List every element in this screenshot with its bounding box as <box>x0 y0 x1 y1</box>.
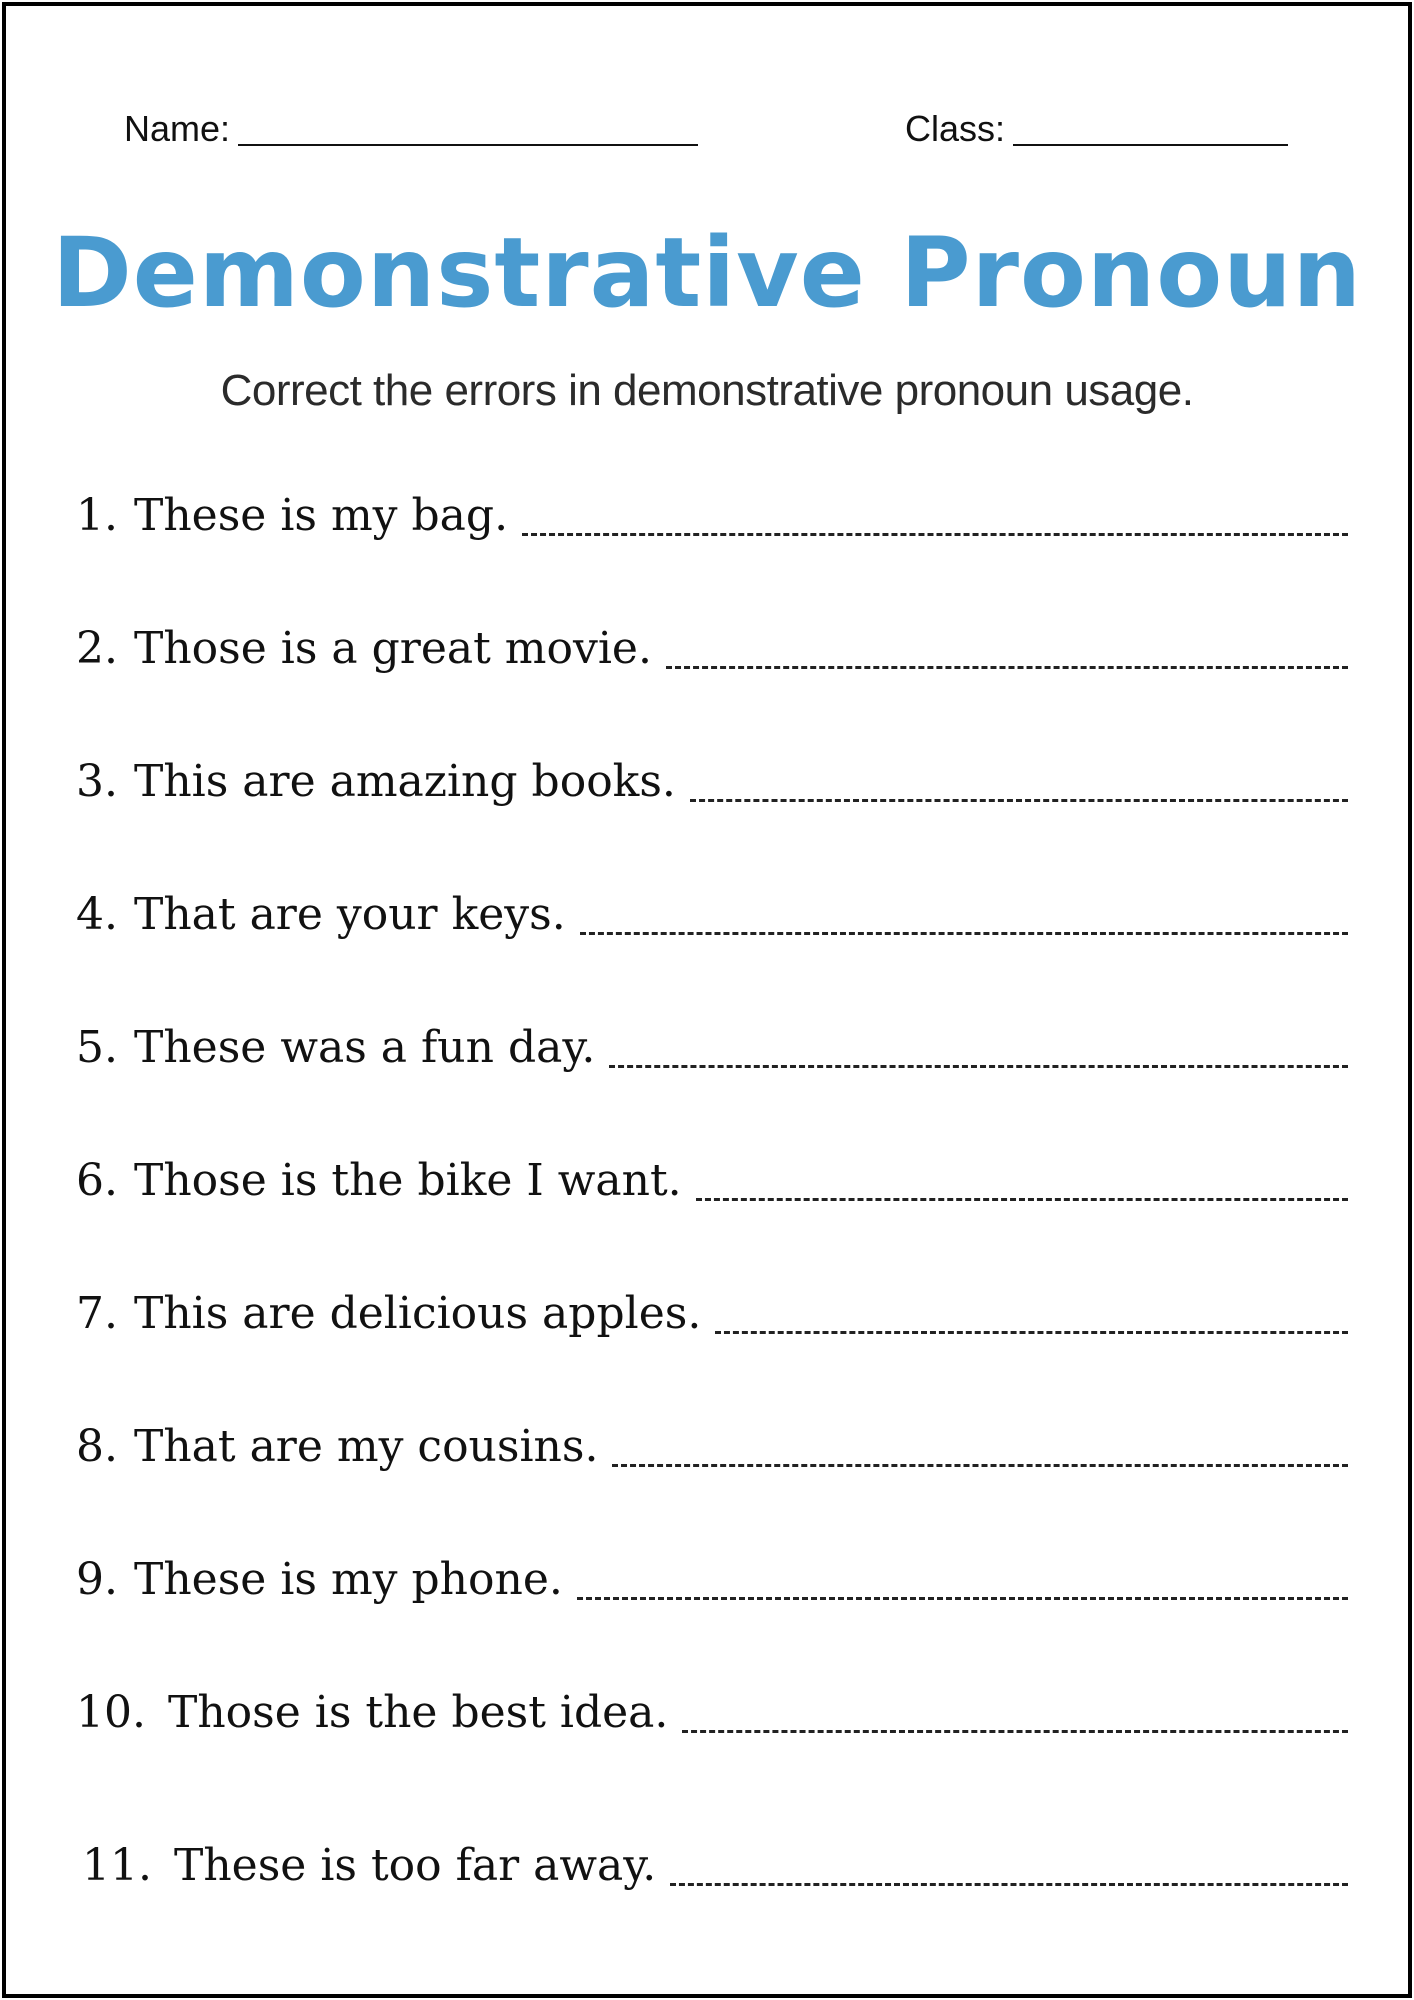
answer-line[interactable] <box>715 1331 1348 1334</box>
name-input-line[interactable] <box>238 110 698 146</box>
answer-line[interactable] <box>666 666 1348 669</box>
question-item <box>76 488 1348 544</box>
worksheet-page <box>2 2 1412 1998</box>
class-label: Class: <box>905 108 1006 149</box>
answer-line[interactable] <box>682 1730 1348 1733</box>
question-item <box>76 1419 1348 1475</box>
answer-line[interactable] <box>696 1198 1348 1201</box>
question-number: 10. <box>76 1687 146 1738</box>
question-item <box>76 754 1348 810</box>
question-text: This are amazing books. <box>133 756 676 807</box>
question-text: These is my bag. <box>133 490 509 541</box>
question-number: 11. <box>82 1840 152 1891</box>
class-input-line[interactable] <box>1013 110 1288 146</box>
answer-line[interactable] <box>577 1597 1348 1600</box>
question-text: That are my cousins. <box>133 1421 599 1472</box>
worksheet-title: Demonstrative Pronoun <box>52 217 1362 329</box>
question-item <box>76 621 1348 677</box>
question-text: Those is the bike I want. <box>133 1155 682 1206</box>
question-item <box>76 1552 1348 1608</box>
worksheet-instructions: Correct the errors in demonstrative pronoun usage. <box>220 366 1194 415</box>
question-item <box>76 1020 1348 1076</box>
question-text: This are delicious apples. <box>133 1288 702 1339</box>
answer-line[interactable] <box>690 799 1348 802</box>
question-number: 4. <box>76 889 118 940</box>
question-item <box>76 1286 1348 1342</box>
question-text: That are your keys. <box>133 889 566 940</box>
question-number: 5. <box>76 1022 118 1073</box>
answer-line[interactable] <box>612 1464 1348 1467</box>
answer-line[interactable] <box>580 932 1348 935</box>
question-text: These is my phone. <box>133 1554 563 1605</box>
question-number: 3. <box>76 756 118 807</box>
question-number: 7. <box>76 1288 118 1339</box>
question-number: 9. <box>76 1554 118 1605</box>
question-number: 6. <box>76 1155 118 1206</box>
name-field <box>124 101 698 149</box>
name-label: Name: <box>124 108 231 149</box>
answer-line[interactable] <box>522 533 1348 536</box>
question-number: 2. <box>76 623 118 674</box>
question-item <box>76 1685 1348 1741</box>
question-number: 1. <box>76 490 118 541</box>
question-text: These was a fun day. <box>133 1022 596 1073</box>
question-item <box>76 887 1348 943</box>
question-text: Those is a great movie. <box>133 623 652 674</box>
question-text: These is too far away. <box>173 1840 657 1891</box>
answer-line[interactable] <box>670 1883 1348 1886</box>
question-item <box>76 1153 1348 1209</box>
question-number: 8. <box>76 1421 118 1472</box>
class-field <box>905 101 1288 149</box>
question-item <box>82 1838 1348 1894</box>
question-text: Those is the best idea. <box>167 1687 669 1738</box>
answer-line[interactable] <box>609 1065 1348 1068</box>
